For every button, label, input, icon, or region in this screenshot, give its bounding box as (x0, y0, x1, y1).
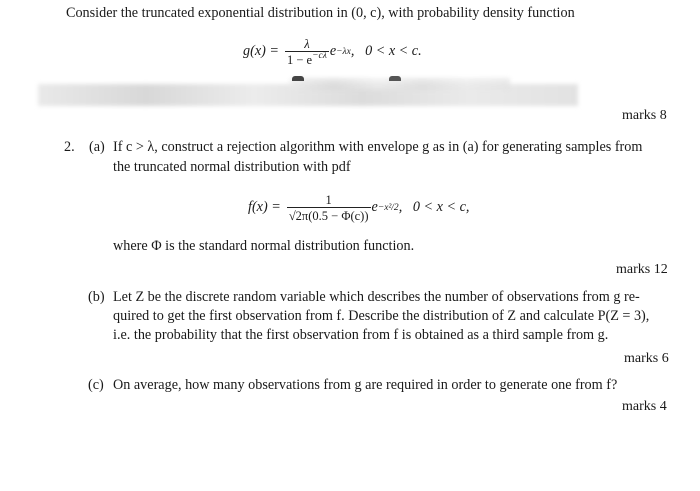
f-formula-exp-base: e (371, 199, 378, 216)
q2b-label: (b) (88, 289, 105, 305)
g-formula-exp-base: e (329, 43, 337, 60)
g-formula-numerator: λ (304, 36, 310, 51)
g-density-formula: g(x) = $\frac{\lambda}{1 - e^{-c\lambda}}$ e −λx , 0 < x < c. (243, 36, 422, 67)
redaction-edge-mark-2 (389, 76, 401, 81)
f-formula-domain: , 0 < x < c, (398, 199, 470, 216)
q2c-marks: marks 4 (622, 399, 667, 414)
f-formula-denominator: √2π(0.5 − Φ(c)) (288, 209, 369, 223)
g-formula-den-exp: −cλ (312, 51, 327, 61)
g-formula-fraction (285, 37, 329, 68)
q2a-line1: If c > λ, construct a rejection algorithm with envelope g as in (a) for generating samples from (113, 139, 643, 155)
q2b-marks: marks 6 (624, 351, 669, 366)
f-formula-lhs: f(x) = (248, 199, 281, 216)
g-formula-denominator (285, 51, 329, 67)
f-formula-fraction (287, 193, 371, 224)
q2a-label: (a) (89, 139, 105, 155)
g-formula-lhs: g(x) = (243, 43, 279, 60)
redaction-edge-mark (292, 76, 304, 81)
f-formula-numerator: 1 (325, 192, 332, 207)
q2a-marks: marks 12 (616, 262, 668, 277)
q2b-line1: Let Z be the discrete random variable which describes the number of observations from g re- (113, 289, 640, 305)
q2b-line2: quired to get the first observation from f. Describe the distribution of Z and calculate P(Z = 3), (113, 308, 650, 324)
q2-number: 2. (64, 139, 75, 155)
intro-text: Consider the truncated exponential distribution in (0, c), with probability density function (66, 5, 575, 21)
q2c-line1: On average, how many observations from g are required in order to generate one from f? (113, 377, 618, 393)
q2c-label: (c) (88, 377, 104, 393)
q2b-line3: i.e. the probability that the first observation from f is obtained as a third sample from g. (113, 327, 609, 343)
q2a-line2: the truncated normal distribution with pdf (113, 159, 351, 175)
q1-marks: marks 8 (622, 108, 667, 123)
g-formula-domain: , 0 < x < c. (350, 43, 422, 60)
f-density-formula: f(x) = $\frac{1}{√2\pi(0.5 - \Phi(c))}$ e −x²/2 , 0 < x < c, (248, 192, 470, 223)
q2a-where: where Φ is the standard normal distribution function. (113, 238, 415, 254)
g-formula-den-base: 1 − e (286, 53, 313, 67)
